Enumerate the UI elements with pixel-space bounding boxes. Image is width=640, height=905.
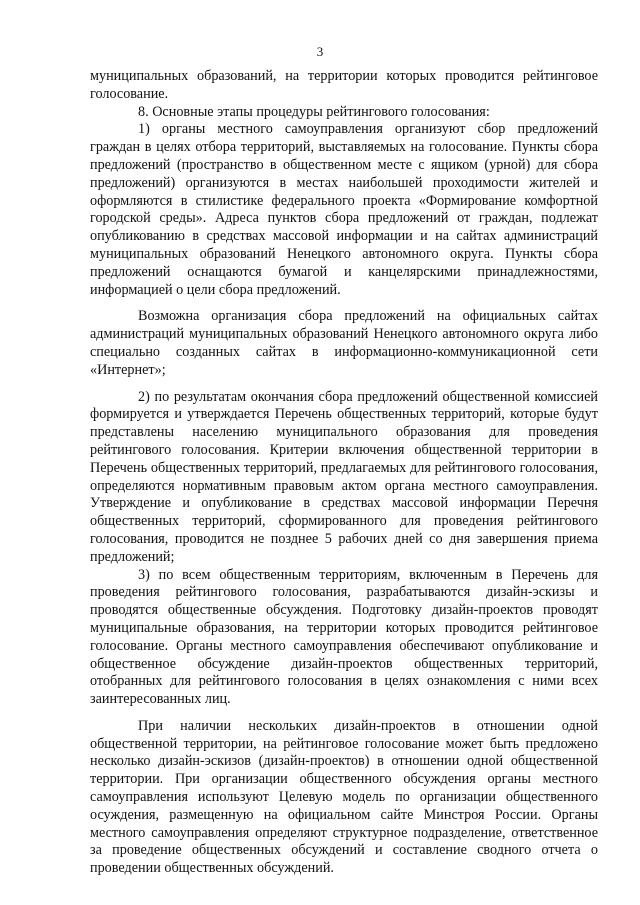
- paragraph-stage-3: 3) по всем общественным территориям, включенным в Перечень для проведения рейтингового голосования, разрабатываются дизайн-эскизы и проводятся общественные обсуждения. Подготовку дизайн-проектов проводят муниципальные образования, на территории которых проводится рейтинговое голосование. Органы местного самоуправления обеспечивают опубликование и общественное обсуждение дизайн-проектов общественных территорий, отобранных для рейтингового голосования в целях ознакомления с ними всех заинтересованных лиц.: [90, 566, 598, 708]
- paragraph-online-collection: Возможна организация сбора предложений на официальных сайтах администраций муниципальных образований Ненецкого автономного округа либо специально созданных сайтах в информационно-коммуникационной сети «Интернет»;: [90, 308, 598, 378]
- paragraph-stage-1: 1) органы местного самоуправления организуют сбор предложений граждан в целях отбора территорий, выставляемых на голосование. Пункты сбора предложений (пространство в общественном месте с ящиком (урной) для сбора предложений) организуются в местах наибольшей проходимости жителей и оформляются в стилистике федерального проекта «Формирование комфортной городской среды». Адреса пунктов сбора предложений от граждан, подлежат опубликованию в средствах массовой информации и на сайтах администраций муниципальных образований Ненецкого автономного округа. Пункты сбора предложений оснащаются бумагой и канцелярскими принадлежностями, информацией о цели сбора предложений.: [90, 121, 598, 298]
- document-body: [90, 68, 598, 878]
- paragraph-stage-2: 2) по результатам окончания сбора предложений общественной комиссией формируется и утверждается Перечень общественных территорий, которые будут представлены населению муниципального образования для проведения рейтингового голосования. Критерии включения общественной территории в Перечень общественных территорий, предлагаемых для рейтингового голосования, определяются нормативным правовым актом органа местного самоуправления. Утверждение и опубликование в средствах массовой информации Перечня общественных территорий, сформированного для проведения рейтингового голосования, проводится не позднее 5 рабочих дней со дня завершения приема предложений;: [90, 388, 598, 565]
- paragraph-section-8-heading: 8. Основные этапы процедуры рейтингового голосования:: [138, 103, 490, 120]
- page-number: 3: [316, 44, 324, 59]
- paragraph-design-projects: При наличии нескольких дизайн-проектов в отношении одной общественной территории, на рейтинговое голосование может быть предложено несколько дизайн-эскизов (дизайн-проектов) в отношении одной общественной территории. При организации общественного обсуждения органы местного самоуправления используют Целевую модель по организации общественного осуждения, размещенную на официальном сайте Минстроя России. Органы местного самоуправления определяют структурное подразделение, ответственное за проведение общественных обсуждений и составление сводного отчета о проведении общественных обсуждений.: [90, 717, 598, 877]
- paragraph-continuation: муниципальных образований, на территории которых проводится рейтинговое голосование.: [90, 68, 598, 102]
